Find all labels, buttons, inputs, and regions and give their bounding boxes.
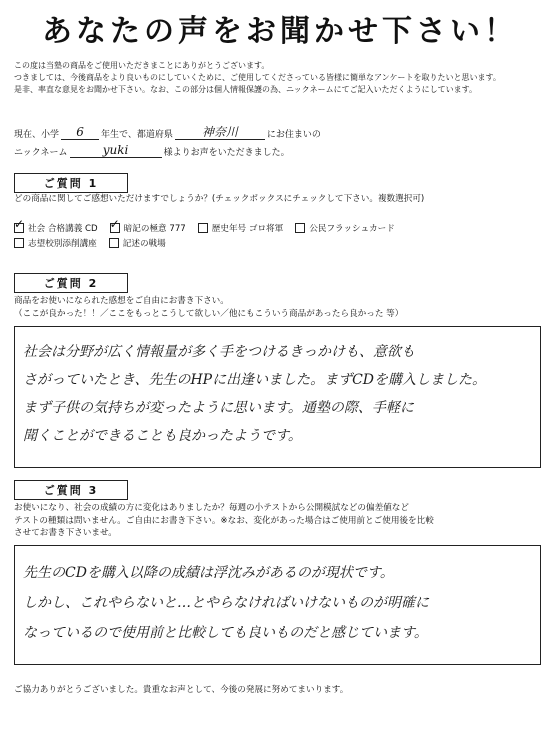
handwritten-line: 先生のCDを購入以降の成績は浮沈みがあるのが現状です。 (23, 565, 394, 581)
question-3-text (14, 502, 549, 540)
option-label: 暗記の極意 777 (123, 223, 186, 234)
grade-field[interactable]: 6 (61, 125, 99, 140)
checkbox[interactable] (14, 238, 24, 248)
question-text-line: （ここが良かった！！／ここをもっとこうして欲しい／他にもこういう商品があったら良かった 等） (14, 308, 404, 319)
question-text-line: させてお書き下さいませ。 (14, 528, 117, 538)
checkbox[interactable] (109, 238, 119, 248)
handwritten-line: なっているので使用前と比較しても良いものだと感じています。 (23, 625, 428, 641)
handwritten-line: さがっていたとき、先生のHPに出逢いました。まずCDを購入しました。 (23, 372, 487, 388)
intro-line: この度は当塾の商品をご使用いただきまことにありがとうございます。 (14, 61, 270, 70)
question-text-line: どの商品に関してご感想いただけますでしょうか？(チェックボックスにチェックして下さい。複数選択可) (14, 194, 425, 204)
question-3-label: ご質問 3 (14, 480, 128, 500)
intro-line: つきましては、今後商品をより良いものにしていくために、ご使用してくださっている皆様に簡単なアンケートを取りたいと思います。 (14, 73, 501, 82)
checklist-row (14, 220, 549, 235)
checkbox[interactable] (295, 223, 305, 233)
option-label: 歴史年号 ゴロ将軍 (211, 223, 284, 234)
intro-line: 是非、率直な意見をお聞かせ下さい。なお、この部分は個人情報保護の為、ニックネームにてご記入いただくようにしています。 (14, 85, 477, 94)
option-anki-777[interactable] (110, 222, 186, 234)
profile-text: 年生で、都道府県 (101, 130, 173, 140)
profile-text: にお住まいの (266, 130, 321, 140)
handwritten-line: 聞くことができることも良かったようです。 (23, 428, 302, 444)
question-text-line: テストの種類は問いません。ご自由にお書き下さい。※なお、変化があった場合はご使用前とご使用後を比較 (14, 515, 434, 526)
profile-text: 様よりお声をいただきました。 (163, 148, 290, 158)
profile-section (14, 122, 549, 158)
option-goro-shogun[interactable] (198, 222, 283, 234)
option-kijutsu[interactable] (109, 237, 166, 249)
profile-text: 現在、小学 (14, 130, 60, 140)
option-label: 社会 合格講義 CD (28, 223, 98, 234)
profile-line-2 (14, 140, 549, 158)
option-label: 記述の戦場 (122, 238, 166, 249)
option-label: 公民フラッシュカード (309, 223, 395, 234)
question-text-line: お使いになり、社会の成績の方に変化はありましたか？毎週の小テストから公開模試などの偏差値など (14, 503, 409, 513)
handwritten-line: まず子供の気持ちが変ったように思います。通塾の際、手軽に (23, 400, 414, 416)
checkbox-checked[interactable] (110, 223, 120, 233)
question-1-label: ご質問 1 (14, 173, 128, 193)
option-koumin-flash[interactable] (295, 222, 395, 234)
checkbox[interactable] (198, 223, 208, 233)
page-title: あなたの声をお聞かせ下さい！ (42, 14, 518, 49)
intro-text (14, 60, 549, 96)
answer-box-3[interactable] (14, 545, 541, 665)
handwritten-line: しかし、これやらないと…とやらなければいけないものが明確に (23, 595, 429, 611)
prefecture-field[interactable]: 神奈川 (175, 125, 265, 140)
checkbox-checked[interactable] (14, 223, 24, 233)
question-1-text (14, 193, 549, 206)
option-tensaku[interactable] (14, 237, 97, 249)
question-text-line: 商品をお使いになられた感想をご自由にお書き下さい。 (14, 296, 229, 306)
product-checklist (14, 220, 549, 250)
question-2-text (14, 295, 549, 320)
question-2-label: ご質問 2 (14, 273, 128, 293)
option-label: 志望校別添削講座 (28, 238, 97, 249)
answer-box-2[interactable] (14, 326, 541, 468)
handwritten-line: 社会は分野が広く情報量が多く手をつけるきっかけも、意欲も (23, 344, 415, 360)
nickname-field[interactable]: yuki (70, 143, 162, 158)
profile-text: ニックネーム (14, 148, 68, 158)
profile-line-1 (14, 122, 549, 140)
option-shakai-cd[interactable] (14, 222, 98, 234)
checklist-row (14, 235, 549, 250)
closing-message: ご協力ありがとうございました。貴重なお声として、今後の発展に努めてまいります。 (14, 685, 349, 695)
